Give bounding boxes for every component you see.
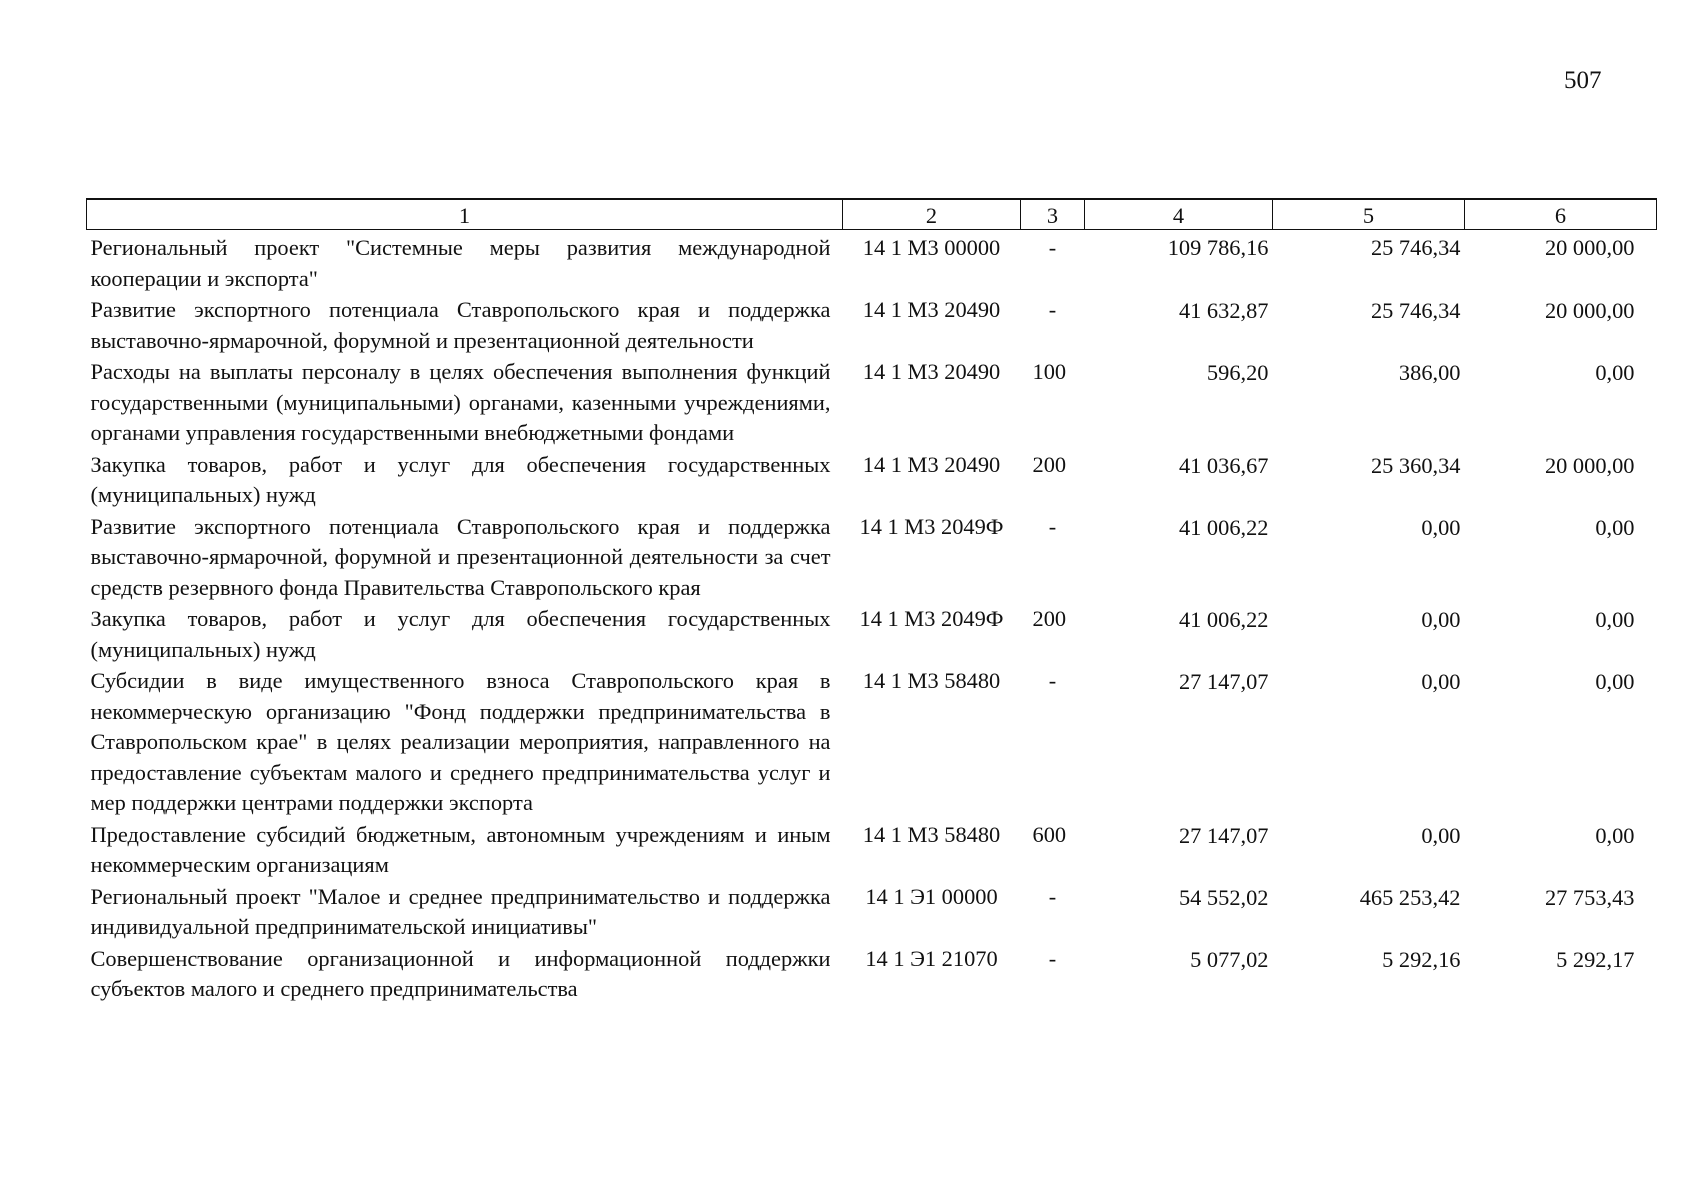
row-value-6: 20 000,00 <box>1544 298 1635 323</box>
table-row <box>87 819 1657 881</box>
row-code: 14 1 M3 58480 <box>862 821 1001 847</box>
row-code: 14 1 Э1 21070 <box>865 945 998 971</box>
table-row <box>87 356 1657 449</box>
table-row <box>87 294 1657 356</box>
row-value-6: 0,00 <box>1595 669 1635 694</box>
row-value-5: 0,00 <box>1421 607 1461 632</box>
row-code: 14 1 M3 2049Ф <box>859 606 1004 631</box>
row-name: Совершенствование организационной и информационной поддержки субъектов малого и среднего предпринимательства <box>90 945 831 1001</box>
row-value-5: 0,00 <box>1421 822 1461 848</box>
row-value-4: 596,20 <box>1206 360 1269 385</box>
row-name: Закупка товаров, работ и услуг для обеспечения государственных (муниципальных) нужд <box>90 451 831 507</box>
table-row <box>87 943 1657 1005</box>
row-kind: - <box>1048 297 1057 322</box>
header-cell-6: 6 <box>1465 199 1657 230</box>
row-kind: - <box>1048 235 1057 260</box>
row-value-5: 0,00 <box>1421 669 1461 694</box>
table-row <box>87 881 1657 943</box>
row-code: 14 1 M3 20490 <box>862 297 1001 322</box>
row-value-6: 0,00 <box>1595 360 1635 385</box>
row-value-4: 27 147,07 <box>1178 822 1269 848</box>
row-value-6: 5 292,17 <box>1556 946 1635 972</box>
row-value-5: 0,00 <box>1421 514 1461 540</box>
row-value-5: 25 746,34 <box>1370 235 1461 260</box>
header-cell-5: 5 <box>1273 199 1465 230</box>
row-kind: 200 <box>1032 451 1067 477</box>
row-kind: - <box>1048 945 1057 971</box>
table-row <box>87 449 1657 511</box>
budget-table-container <box>86 198 1656 1005</box>
row-value-4: 109 786,16 <box>1167 235 1269 260</box>
row-value-4: 41 036,67 <box>1178 452 1269 478</box>
row-name: Закупка товаров, работ и услуг для обеспечения государственных (муниципальных) нужд <box>90 606 831 662</box>
row-value-4: 54 552,02 <box>1178 884 1269 910</box>
table-row <box>87 603 1657 665</box>
row-value-5: 5 292,16 <box>1382 946 1461 972</box>
table-row <box>87 511 1657 604</box>
row-name: Региональный проект "Системные меры развития международной кооперации и экспорта" <box>90 235 831 291</box>
row-kind: 600 <box>1032 821 1067 847</box>
row-code: 14 1 M3 58480 <box>862 668 1001 693</box>
row-value-4: 41 006,22 <box>1178 514 1269 540</box>
row-value-6: 0,00 <box>1595 607 1635 632</box>
row-value-6: 0,00 <box>1595 822 1635 848</box>
row-code: 14 1 Э1 00000 <box>865 883 998 909</box>
row-name: Развитие экспортного потенциала Ставропольского края и поддержка выставочно-ярмарочной, форумной и презентационной деятельности <box>90 297 831 353</box>
row-name: Региональный проект "Малое и среднее предпринимательство и поддержка индивидуальной предпринимательской инициативы" <box>90 883 831 939</box>
row-name: Предоставление субсидий бюджетным, автономным учреждениям и иным некоммерческим организациям <box>90 821 831 877</box>
row-value-4: 5 077,02 <box>1190 946 1269 972</box>
row-code: 14 1 M3 00000 <box>862 235 1001 260</box>
row-name: Расходы на выплаты персоналу в целях обеспечения выполнения функций государственными (муниципальными) органами, казенными учреждениями, органами управления государственными внебюджетными фондами <box>90 359 831 445</box>
row-value-5: 25 746,34 <box>1370 298 1461 323</box>
row-value-6: 20 000,00 <box>1544 452 1635 478</box>
table-row <box>87 230 1657 295</box>
budget-table <box>86 198 1657 1005</box>
row-name: Развитие экспортного потенциала Ставропольского края и поддержка выставочно-ярмарочной, форумной и презентационной деятельности за счет средств резервного фонда Правительства Ставропольского края <box>90 513 831 600</box>
table-body <box>87 230 1657 1005</box>
row-kind: - <box>1048 513 1057 539</box>
row-value-4: 41 006,22 <box>1178 607 1269 632</box>
row-code: 14 1 M3 2049Ф <box>859 513 1004 539</box>
table-header <box>87 199 1657 230</box>
row-value-6: 0,00 <box>1595 514 1635 540</box>
table-row <box>87 665 1657 819</box>
header-cell-4: 4 <box>1085 199 1273 230</box>
row-name: Субсидии в виде имущественного взноса Ставропольского края в некоммерческую организацию "Фонд поддержки предпринимательства в Ставропольском крае" в целях реализации мероприятия, направленного на предоставление субъектам малого и среднего предпринимательства услуг и мер поддержки центрами поддержки экспорта <box>90 668 831 815</box>
header-row <box>87 199 1657 230</box>
row-code: 14 1 M3 20490 <box>862 359 1001 384</box>
row-kind: 100 <box>1032 359 1067 384</box>
row-value-6: 27 753,43 <box>1544 884 1635 910</box>
row-code: 14 1 M3 20490 <box>862 451 1001 477</box>
row-value-5: 25 360,34 <box>1370 452 1461 478</box>
header-cell-1: 1 <box>87 199 843 230</box>
row-kind: - <box>1048 883 1057 909</box>
row-kind: - <box>1048 668 1057 693</box>
row-value-6: 20 000,00 <box>1544 235 1635 260</box>
page-number: 507 <box>1564 67 1602 94</box>
row-value-5: 386,00 <box>1398 360 1461 385</box>
header-cell-2: 2 <box>843 199 1021 230</box>
row-kind: 200 <box>1032 606 1067 631</box>
row-value-4: 27 147,07 <box>1178 669 1269 694</box>
row-value-5: 465 253,42 <box>1359 884 1461 910</box>
row-value-4: 41 632,87 <box>1178 298 1269 323</box>
header-cell-3: 3 <box>1021 199 1085 230</box>
